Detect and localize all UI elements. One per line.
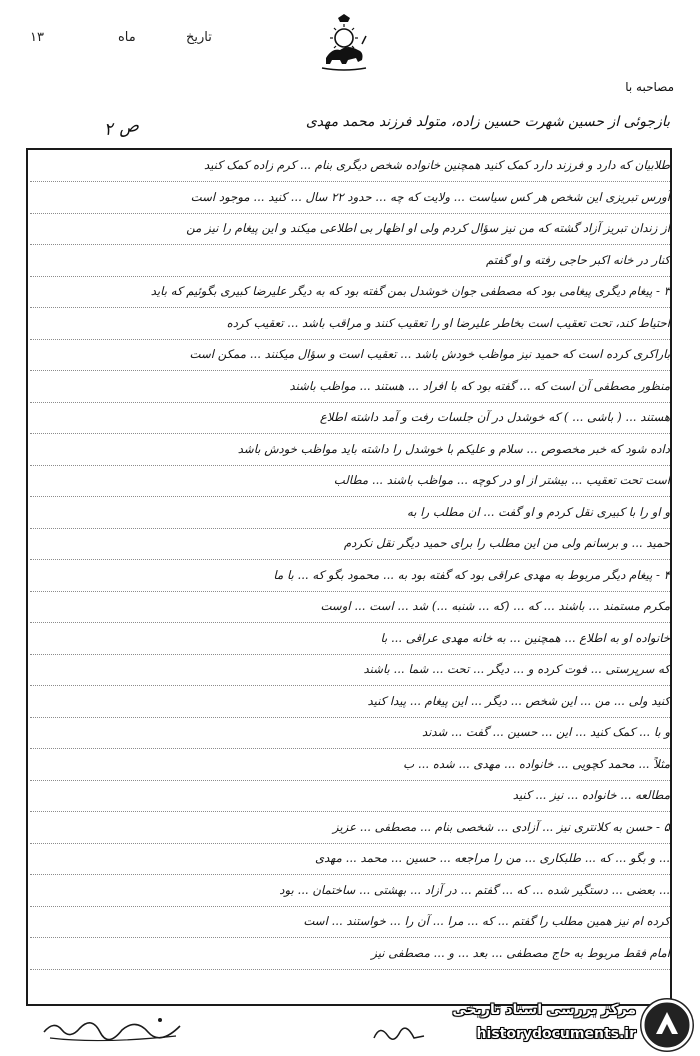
handwritten-line: ۴ - پیغام دیگر مربوط به مهدی عراقی بود که گفته بود به ... محمود بگو که ... با ما <box>273 567 670 582</box>
archive-watermark <box>412 996 694 1054</box>
ruled-line <box>30 811 670 812</box>
interrogation-subject: بازجوئی از حسین شهرت حسین زاده، متولد فرزند محمد مهدی <box>305 114 670 130</box>
ruled-line <box>30 906 670 907</box>
archive-name: مرکز بررسی اسناد تاریخی <box>452 1002 636 1018</box>
ruled-line <box>30 465 670 466</box>
handwritten-line: کنار در خانه اکبر حاجی رفته و او گفتم <box>485 252 670 267</box>
handwritten-line: کرده ام نیز همین مطلب را گفتم ... که ... مرا ... آن را ... خواستند ... است <box>303 914 670 928</box>
date-label: تاریخ <box>186 30 212 45</box>
ruled-line <box>30 276 670 277</box>
ruled-line <box>30 591 670 592</box>
handwritten-line: است تحت تعقیب ... بیشتر از او در کوچه ... مواظب باشند ... مطالب <box>333 473 670 487</box>
ruled-line <box>30 717 670 718</box>
handwritten-line: که سرپرستی ... فوت کرده و ... دیگر ... تحت ... شما ... باشند <box>363 662 670 676</box>
handwritten-line: و با ... کمک کنید ... این ... حسین ... گفت ... شدند <box>421 725 670 739</box>
handwritten-line: طلابیان که دارد و فرزند دارد کمک کنید همچنین خانواده شخص دیگری بنام ... کرم زاده کمک کنید <box>204 158 670 172</box>
ruled-line <box>30 307 670 308</box>
handwritten-line: ۳ - پیغام دیگری پیغامی بود که مصطفی جوان خوشدل بمن گفته بود که به دیگر علیرضا کبیری بگوئیم که باید <box>150 284 670 298</box>
handwritten-line: از زندان تبریز آزاد گشته که من نیز سؤال کردم ولی او اظهار بی اطلاعی میکند و این پیغام را نیز من <box>186 221 670 235</box>
handwritten-line: داده شود که خبر مخصوص ... سلام و علیکم با خوشدل را داشته باید مواظب خودش باشد <box>237 441 670 456</box>
ruled-line <box>30 654 670 655</box>
ruled-line <box>30 748 670 749</box>
ruled-line <box>30 622 670 623</box>
ruled-line <box>30 969 670 970</box>
ruled-line <box>30 780 670 781</box>
ruled-line <box>30 213 670 214</box>
ruled-line <box>30 937 670 938</box>
ruled-line <box>30 433 670 434</box>
interview-label: مصاحبه با <box>625 80 674 94</box>
year-label: ۱۳ <box>30 30 44 45</box>
handwritten-line: کنید ولی ... من ... این شخص ... دیگر ... این پیغام ... پیدا کنید <box>367 693 670 708</box>
handwritten-line: ۵ - حسن به کلانتری نیز ... آزادی ... شخصی بنام ... مصطفی ... عزیز <box>332 819 670 834</box>
ruled-line <box>30 496 670 497</box>
handwritten-line: حمید ... و برسانم ولی من این مطلب را برای حمید دیگر نقل نکردم <box>343 536 670 550</box>
lion-and-sun-emblem-icon <box>318 14 370 72</box>
handwritten-line: و او را با کبیری نقل کردم و او گفت ... ان مطلب را به <box>406 504 670 519</box>
handwritten-line: باراکری کرده است که حمید نیز مواظب خودش باشد ... تعقیب است و سؤال میکنند ... ممکن است <box>189 347 670 361</box>
handwritten-line: ... بعضی ... دستگیر شده ... که ... گفتم ... در آزاد ... بهشتی ... ساختمان ... بود <box>279 882 670 897</box>
handwritten-line: هستند ... ( باشی ... ) که خوشدل در آن جلسات رفت و آمد داشته اطلاع <box>319 410 670 424</box>
handwritten-line: امام فقط مربوط به حاج مصطفی ... بعد ... و ... مصطفی نیز <box>371 945 670 960</box>
archive-logo-icon <box>640 998 694 1052</box>
ruled-line <box>30 339 670 340</box>
handwritten-line: مثلاً ... محمد کچویی ... خانواده ... مهدی ... شده ... ب <box>403 756 670 771</box>
ruled-line <box>30 370 670 371</box>
handwritten-line: منظور مصطفی آن است که ... گفته بود که با افراد ... هستند ... مواظب باشند <box>289 378 670 393</box>
ruled-line <box>30 528 670 529</box>
month-label: ماه <box>118 30 136 45</box>
page-number-mark: ص ۲ <box>102 115 141 141</box>
signature-image <box>40 1010 190 1044</box>
ruled-line <box>30 685 670 686</box>
handwritten-line: مکرم مستمند ... باشند ... که ... (که ... شنبه ...) شد ... است ... اوست <box>320 599 670 613</box>
ruled-line <box>30 559 670 560</box>
handwritten-line: احتیاط کند، تحت تعقیب است بخاطر علیرضا او را تعقیب کنند و مراقب باشد ... تعقیب کرده <box>226 315 670 330</box>
ruled-line <box>30 402 670 403</box>
ruled-line <box>30 843 670 844</box>
handwritten-line: آورس تبریزی این شخص هر کس سیاست ... ولایت که چه ... حدود ۲۲ سال ... کنید ... موجود است <box>190 189 670 204</box>
handwritten-line: ... و بگو ... که ... طلبکاری ... من را مراجعه ... حسین ... محمد ... مهدی <box>314 851 670 865</box>
ruled-line <box>30 244 670 245</box>
ruled-line <box>30 874 670 875</box>
archive-url: historydocuments.ir <box>476 1026 636 1042</box>
ruled-line <box>30 181 670 182</box>
handwritten-line: مطالعه ... خانواده ... نیز ... کنید <box>512 788 670 802</box>
handwritten-line: خانواده او به اطلاع ... همچنین ... به خانه مهدی عراقی ... با <box>380 630 670 645</box>
